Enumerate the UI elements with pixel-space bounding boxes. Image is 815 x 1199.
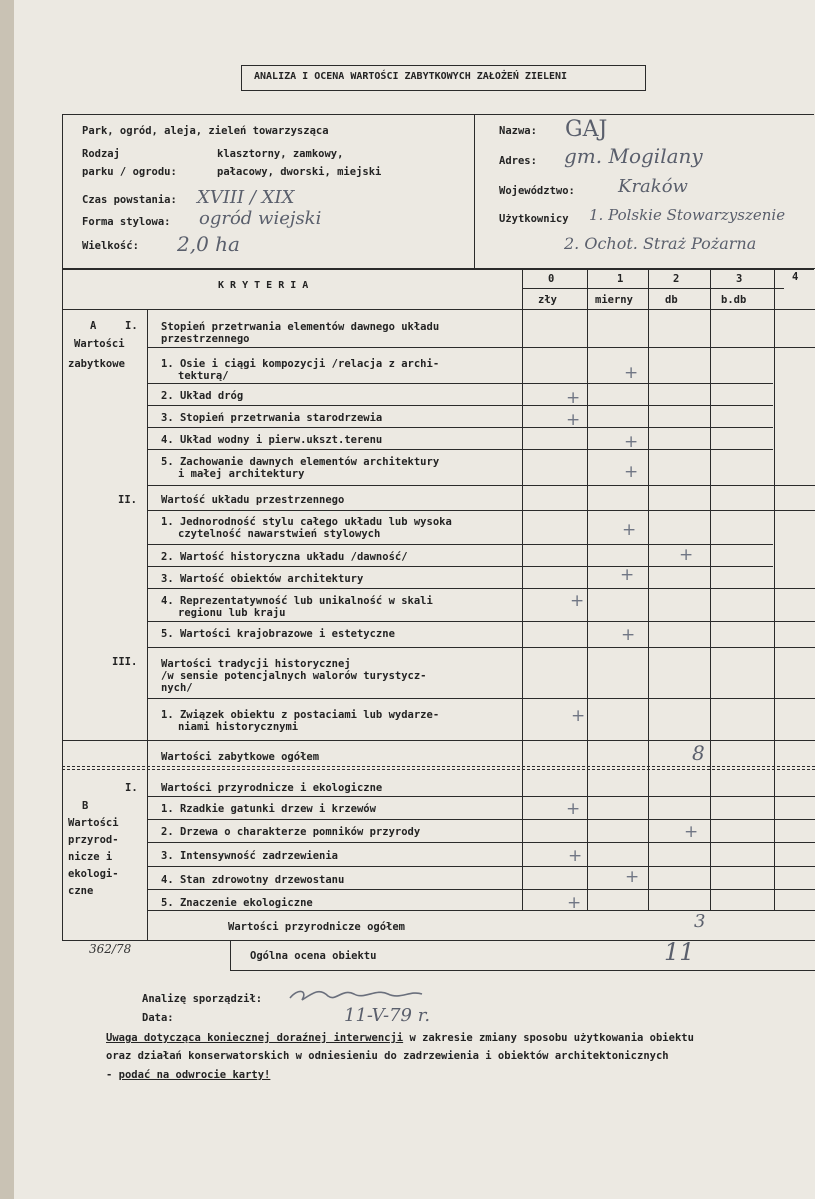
parku-label: parku / ogrodu:: [82, 166, 177, 178]
section-separator: [62, 766, 815, 770]
note-line-1: [106, 1032, 694, 1044]
score-mark: +: [684, 822, 699, 842]
date-label: Data:: [142, 1012, 174, 1024]
g1-item-1-line-1: 1. Osie i ciągi kompozycji /relacja z archi-: [161, 358, 440, 370]
note-dash: -: [106, 1069, 119, 1081]
adres-label: Adres:: [499, 155, 537, 167]
row-line: [147, 427, 773, 428]
grid-col-0: [522, 268, 523, 910]
score-mark: +: [568, 846, 583, 866]
g2-item-5: 5. Wartości krajobrazowe i estetyczne: [161, 628, 395, 640]
row-line: [147, 347, 815, 348]
score-mark: +: [679, 545, 694, 565]
section-b-name-4: ekologi-: [68, 868, 119, 880]
grid-col-4: [774, 268, 775, 910]
wojewodztwo-label: Województwo:: [499, 185, 575, 197]
wielkosc-label: Wielkość:: [82, 240, 139, 252]
row-line: [147, 910, 815, 911]
score-3-num: 3: [736, 273, 743, 285]
score-2-num: 2: [673, 273, 680, 285]
score-mark: +: [624, 462, 639, 482]
note-line-3: [106, 1069, 270, 1081]
note-emphasis: Uwaga dotycząca koniecznej doraźnej interwencji: [106, 1032, 404, 1044]
row-line: [147, 405, 773, 406]
g2-item-1-line-1: 1. Jednorodność stylu całego układu lub wysoka: [161, 516, 452, 528]
grid-col-2: [648, 268, 649, 910]
g1-item-3: 3. Stopień przetrwania starodrzewia: [161, 412, 383, 424]
group-3-title-3: nych/: [161, 682, 193, 694]
criteria-header-mid-line: [522, 288, 784, 289]
score-mark: +: [571, 706, 586, 726]
score-3-label: b.db: [721, 294, 747, 306]
grid-col-3: [710, 268, 711, 910]
wielkosc-value: 2,0 ha: [177, 232, 240, 256]
header-divider: [474, 114, 475, 268]
section-b-name-5: czne: [68, 885, 94, 897]
total-box-bottom: [230, 970, 815, 971]
nazwa-label: Nazwa:: [499, 125, 537, 137]
b-item-4: 4. Stan zdrowotny drzewostanu: [161, 874, 345, 886]
row-line: [147, 510, 815, 511]
archive-number: 362/78: [89, 942, 132, 956]
g2-item-3: 3. Wartość obiektów architektury: [161, 573, 364, 585]
score-1-num: 1: [617, 273, 624, 285]
park-type-line: Park, ogród, aleja, zieleń towarzysząca: [82, 125, 329, 137]
score-mark: +: [566, 388, 581, 408]
note-line-2: oraz działań konserwatorskich w odniesieniu do zadrzewienia i obiektów architektonicznych: [106, 1050, 669, 1062]
forma-value: ogród wiejski: [199, 208, 322, 229]
section-b-label: B: [82, 800, 89, 812]
b-item-2: 2. Drzewa o charakterze pomników przyrody: [161, 826, 421, 838]
score-0-label: zły: [538, 294, 557, 306]
czas-label: Czas powstania:: [82, 194, 177, 206]
g2-item-4-line-2: regionu lub kraju: [178, 607, 286, 619]
nazwa-value: GAJ: [565, 117, 608, 142]
sum-b-label: Wartości przyrodnicze ogółem: [228, 921, 406, 933]
total-label: Ogólna ocena obiektu: [250, 950, 377, 962]
row-line: [147, 698, 815, 699]
sum-a-label: Wartości zabytkowe ogółem: [161, 751, 320, 763]
section-b-name-3: nicze i: [68, 851, 113, 863]
group-3-title-2: /w sensie potencjalnych walorów turystycz-: [161, 670, 427, 682]
document-title: ANALIZA I OCENA WARTOŚCI ZABYTKOWYCH ZAŁOŻEŃ ZIELENI: [254, 71, 568, 82]
score-mark: +: [570, 591, 585, 611]
group-2-roman: II.: [118, 494, 137, 506]
row-line: [147, 842, 815, 843]
g1-item-1-line-2: tekturą/: [178, 370, 229, 382]
group-4-title: Wartości przyrodnicze i ekologiczne: [161, 782, 383, 794]
g1-item-5-line-2: i małej architektury: [178, 468, 305, 480]
g2-item-4-line-1: 4. Reprezentatywność lub unikalność w skali: [161, 595, 433, 607]
score-mark: +: [566, 799, 581, 819]
row-line: [147, 588, 815, 589]
total-box-left: [230, 940, 231, 970]
document-page: [14, 0, 815, 1199]
section-a-roman: I.: [125, 320, 138, 332]
score-0-num: 0: [548, 273, 555, 285]
row-line: [147, 383, 773, 384]
score-2-label: db: [665, 294, 678, 306]
criteria-top-line: [62, 268, 815, 269]
score-mark: +: [621, 625, 636, 645]
score-mark: +: [566, 410, 581, 430]
row-line: [62, 940, 815, 941]
group-3-roman: III.: [112, 656, 138, 668]
wojewodztwo-value: Kraków: [618, 176, 688, 197]
b-item-5: 5. Znaczenie ekologiczne: [161, 897, 313, 909]
rodzaj-label: Rodzaj: [82, 148, 120, 160]
total-value: 11: [664, 938, 695, 966]
b-item-3: 3. Intensywność zadrzewienia: [161, 850, 339, 862]
uzytkownicy-value-2: 2. Ochot. Straż Pożarna: [564, 234, 757, 253]
rodzaj-options-2: pałacowy, dworski, miejski: [217, 166, 382, 178]
rodzaj-options-1: klasztorny, zamkowy,: [217, 148, 344, 160]
section-a-name-1: Wartości: [74, 338, 125, 350]
g1-item-5-line-1: 5. Zachowanie dawnych elementów architektury: [161, 456, 440, 468]
row-line: [147, 566, 773, 567]
row-line: [147, 621, 815, 622]
section-b-roman: I.: [125, 782, 138, 794]
score-mark: +: [622, 520, 637, 540]
b-item-1: 1. Rzadkie gatunki drzew i krzewów: [161, 803, 376, 815]
g1-item-4: 4. Układ wodny i pierw.ukszt.terenu: [161, 434, 383, 446]
score-1-label: mierny: [595, 294, 633, 306]
score-mark: +: [625, 867, 640, 887]
row-line: [147, 449, 773, 450]
row-line: [147, 819, 815, 820]
g3-item-1-line-1: 1. Związek obiektu z postaciami lub wydarze-: [161, 709, 440, 721]
section-b-name-2: przyrod-: [68, 834, 119, 846]
section-a-label: A: [90, 320, 97, 332]
group-2-title: Wartość układu przestrzennego: [161, 494, 345, 506]
sum-b-value: 3: [694, 911, 706, 932]
prepared-label: Analizę sporządził:: [142, 993, 263, 1005]
score-mark: +: [567, 893, 582, 913]
date-value: 11-V-79 r.: [344, 1005, 431, 1026]
row-line: [147, 485, 815, 486]
section-b-name-1: Wartości: [68, 817, 119, 829]
adres-value: gm. Mogilany: [564, 144, 703, 168]
grid-left-border: [62, 268, 63, 941]
group-1-title-1: Stopień przetrwania elementów dawnego układu: [161, 321, 440, 333]
group-1-title-2: przestrzennego: [161, 333, 250, 345]
section-a-name-2: zabytkowe: [68, 358, 125, 370]
uzytkownicy-label: Użytkownicy: [499, 213, 569, 225]
score-mark: +: [624, 363, 639, 383]
g1-item-2: 2. Układ dróg: [161, 390, 244, 402]
row-line: [147, 889, 815, 890]
row-line: [147, 866, 815, 867]
score-4-num: 4: [792, 271, 799, 283]
forma-label: Forma stylowa:: [82, 216, 171, 228]
score-mark: +: [624, 432, 639, 452]
group-3-title-1: Wartości tradycji historycznej: [161, 658, 351, 670]
grid-criteria-col: [147, 309, 148, 941]
criteria-header: K R Y T E R I A: [218, 280, 309, 291]
grid-col-1: [587, 268, 588, 910]
uzytkownicy-value-1: 1. Polskie Stowarzyszenie: [589, 206, 786, 224]
g2-item-2: 2. Wartość historyczna układu /dawność/: [161, 551, 408, 563]
czas-value: XVIII / XIX: [197, 187, 295, 208]
sum-a-value: 8: [692, 741, 705, 765]
g3-item-1-line-2: niami historycznymi: [178, 721, 299, 733]
row-line: [147, 647, 815, 648]
row-line: [147, 796, 815, 797]
score-mark: +: [620, 565, 635, 585]
note-instruction: podać na odwrocie karty!: [118, 1069, 271, 1081]
criteria-header-bottom-line: [62, 309, 815, 310]
note-rest: w zakresie zmiany sposobu użytkowania obiektu: [403, 1032, 694, 1044]
g2-item-1-line-2: czytelność nawarstwień stylowych: [178, 528, 381, 540]
